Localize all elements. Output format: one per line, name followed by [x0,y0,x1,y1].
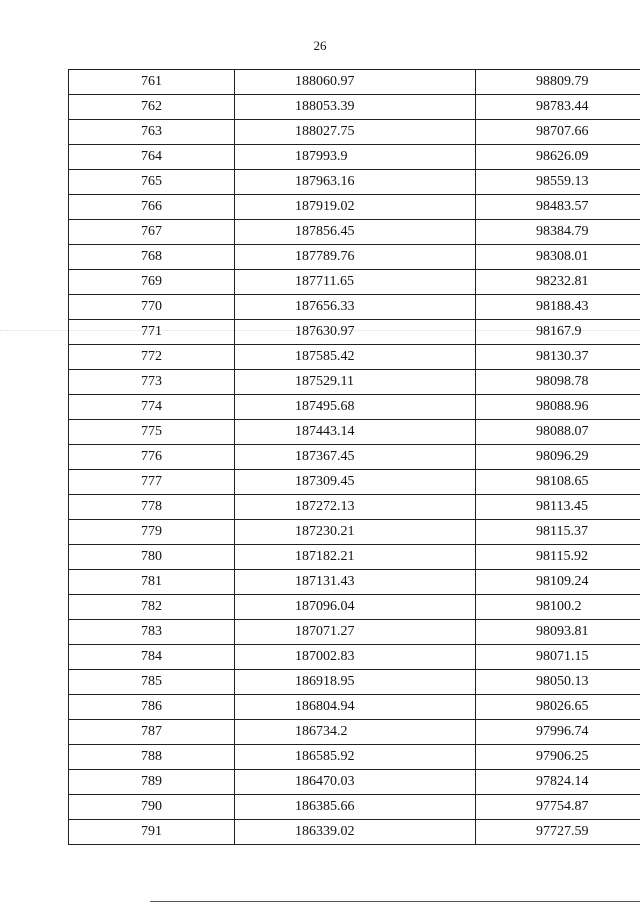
y-coordinate-cell: 98707.66 [476,120,640,145]
x-coordinate-cell: 187002.83 [235,645,476,670]
x-coordinate-cell: 187919.02 [235,195,476,220]
x-coordinate-cell: 187309.45 [235,470,476,495]
y-coordinate-cell: 98809.79 [476,70,640,95]
y-coordinate-cell: 98026.65 [476,695,640,720]
x-coordinate-cell: 188027.75 [235,120,476,145]
y-coordinate-cell: 98115.92 [476,545,640,570]
table-row [69,295,640,320]
point-index-cell: 781 [69,570,235,595]
y-coordinate-cell: 98559.13 [476,170,640,195]
y-coordinate-cell: 97906.25 [476,745,640,770]
y-coordinate-cell: 98308.01 [476,245,640,270]
table-row [69,195,640,220]
table-row [69,695,640,720]
point-index-cell: 772 [69,345,235,370]
x-coordinate-cell: 187367.45 [235,445,476,470]
point-index-cell: 791 [69,820,235,845]
point-index-cell: 776 [69,445,235,470]
table-row [69,795,640,820]
point-index-cell: 766 [69,195,235,220]
x-coordinate-cell: 187131.43 [235,570,476,595]
point-index-cell: 780 [69,545,235,570]
x-coordinate-cell: 187585.42 [235,345,476,370]
table-row [69,470,640,495]
point-index-cell: 764 [69,145,235,170]
x-coordinate-cell: 187856.45 [235,220,476,245]
coordinate-table-body [69,70,640,845]
y-coordinate-cell: 97727.59 [476,820,640,845]
table-row [69,620,640,645]
y-coordinate-cell: 98384.79 [476,220,640,245]
table-row [69,570,640,595]
x-coordinate-cell: 186804.94 [235,695,476,720]
table-row [69,520,640,545]
point-index-cell: 779 [69,520,235,545]
point-index-cell: 782 [69,595,235,620]
y-coordinate-cell: 98232.81 [476,270,640,295]
point-index-cell: 786 [69,695,235,720]
table-row [69,270,640,295]
x-coordinate-cell: 187096.04 [235,595,476,620]
table-row [69,245,640,270]
table-row [69,220,640,245]
x-coordinate-cell: 187789.76 [235,245,476,270]
point-index-cell: 790 [69,795,235,820]
table-row [69,420,640,445]
x-coordinate-cell: 188053.39 [235,95,476,120]
point-index-cell: 767 [69,220,235,245]
coordinate-table [68,69,640,845]
y-coordinate-cell: 98088.96 [476,395,640,420]
y-coordinate-cell: 98113.45 [476,495,640,520]
x-coordinate-cell: 186339.02 [235,820,476,845]
x-coordinate-cell: 187272.13 [235,495,476,520]
x-coordinate-cell: 186585.92 [235,745,476,770]
table-row [69,370,640,395]
x-coordinate-cell: 187993.9 [235,145,476,170]
y-coordinate-cell: 98050.13 [476,670,640,695]
table-row [69,395,640,420]
x-coordinate-cell: 187495.68 [235,395,476,420]
y-coordinate-cell: 98108.65 [476,470,640,495]
y-coordinate-cell: 98483.57 [476,195,640,220]
x-coordinate-cell: 187071.27 [235,620,476,645]
y-coordinate-cell: 98130.37 [476,345,640,370]
point-index-cell: 787 [69,720,235,745]
y-coordinate-cell: 98088.07 [476,420,640,445]
y-coordinate-cell: 98096.29 [476,445,640,470]
y-coordinate-cell: 98093.81 [476,620,640,645]
x-coordinate-cell: 186918.95 [235,670,476,695]
point-index-cell: 763 [69,120,235,145]
x-coordinate-cell: 187443.14 [235,420,476,445]
point-index-cell: 765 [69,170,235,195]
table-row [69,145,640,170]
y-coordinate-cell: 98109.24 [476,570,640,595]
table-row [69,95,640,120]
x-coordinate-cell: 186385.66 [235,795,476,820]
y-coordinate-cell: 98188.43 [476,295,640,320]
point-index-cell: 777 [69,470,235,495]
x-coordinate-cell: 186734.2 [235,720,476,745]
point-index-cell: 768 [69,245,235,270]
point-index-cell: 769 [69,270,235,295]
point-index-cell: 771 [69,320,235,345]
y-coordinate-cell: 97754.87 [476,795,640,820]
y-coordinate-cell: 97996.74 [476,720,640,745]
y-coordinate-cell: 98098.78 [476,370,640,395]
point-index-cell: 788 [69,745,235,770]
point-index-cell: 789 [69,770,235,795]
y-coordinate-cell: 98071.15 [476,645,640,670]
x-coordinate-cell: 186470.03 [235,770,476,795]
x-coordinate-cell: 187630.97 [235,320,476,345]
point-index-cell: 778 [69,495,235,520]
table-row [69,545,640,570]
point-index-cell: 785 [69,670,235,695]
x-coordinate-cell: 187711.65 [235,270,476,295]
table-row [69,495,640,520]
table-row [69,745,640,770]
table-row [69,645,640,670]
y-coordinate-cell: 98167.9 [476,320,640,345]
y-coordinate-cell: 98100.2 [476,595,640,620]
y-coordinate-cell: 98626.09 [476,145,640,170]
point-index-cell: 762 [69,95,235,120]
point-index-cell: 761 [69,70,235,95]
x-coordinate-cell: 187963.16 [235,170,476,195]
table-row [69,770,640,795]
point-index-cell: 783 [69,620,235,645]
point-index-cell: 775 [69,420,235,445]
table-row [69,595,640,620]
table-row [69,120,640,145]
x-coordinate-cell: 188060.97 [235,70,476,95]
table-row [69,820,640,845]
table-row [69,445,640,470]
point-index-cell: 784 [69,645,235,670]
y-coordinate-cell: 98783.44 [476,95,640,120]
point-index-cell: 770 [69,295,235,320]
table-row [69,70,640,95]
table-row [69,720,640,745]
x-coordinate-cell: 187529.11 [235,370,476,395]
point-index-cell: 773 [69,370,235,395]
table-row [69,170,640,195]
x-coordinate-cell: 187182.21 [235,545,476,570]
y-coordinate-cell: 97824.14 [476,770,640,795]
point-index-cell: 774 [69,395,235,420]
page-number: 26 [313,38,327,53]
x-coordinate-cell: 187656.33 [235,295,476,320]
table-row [69,320,640,345]
bottom-rule [150,901,640,902]
table-row [69,345,640,370]
x-coordinate-cell: 187230.21 [235,520,476,545]
table-row [69,670,640,695]
y-coordinate-cell: 98115.37 [476,520,640,545]
